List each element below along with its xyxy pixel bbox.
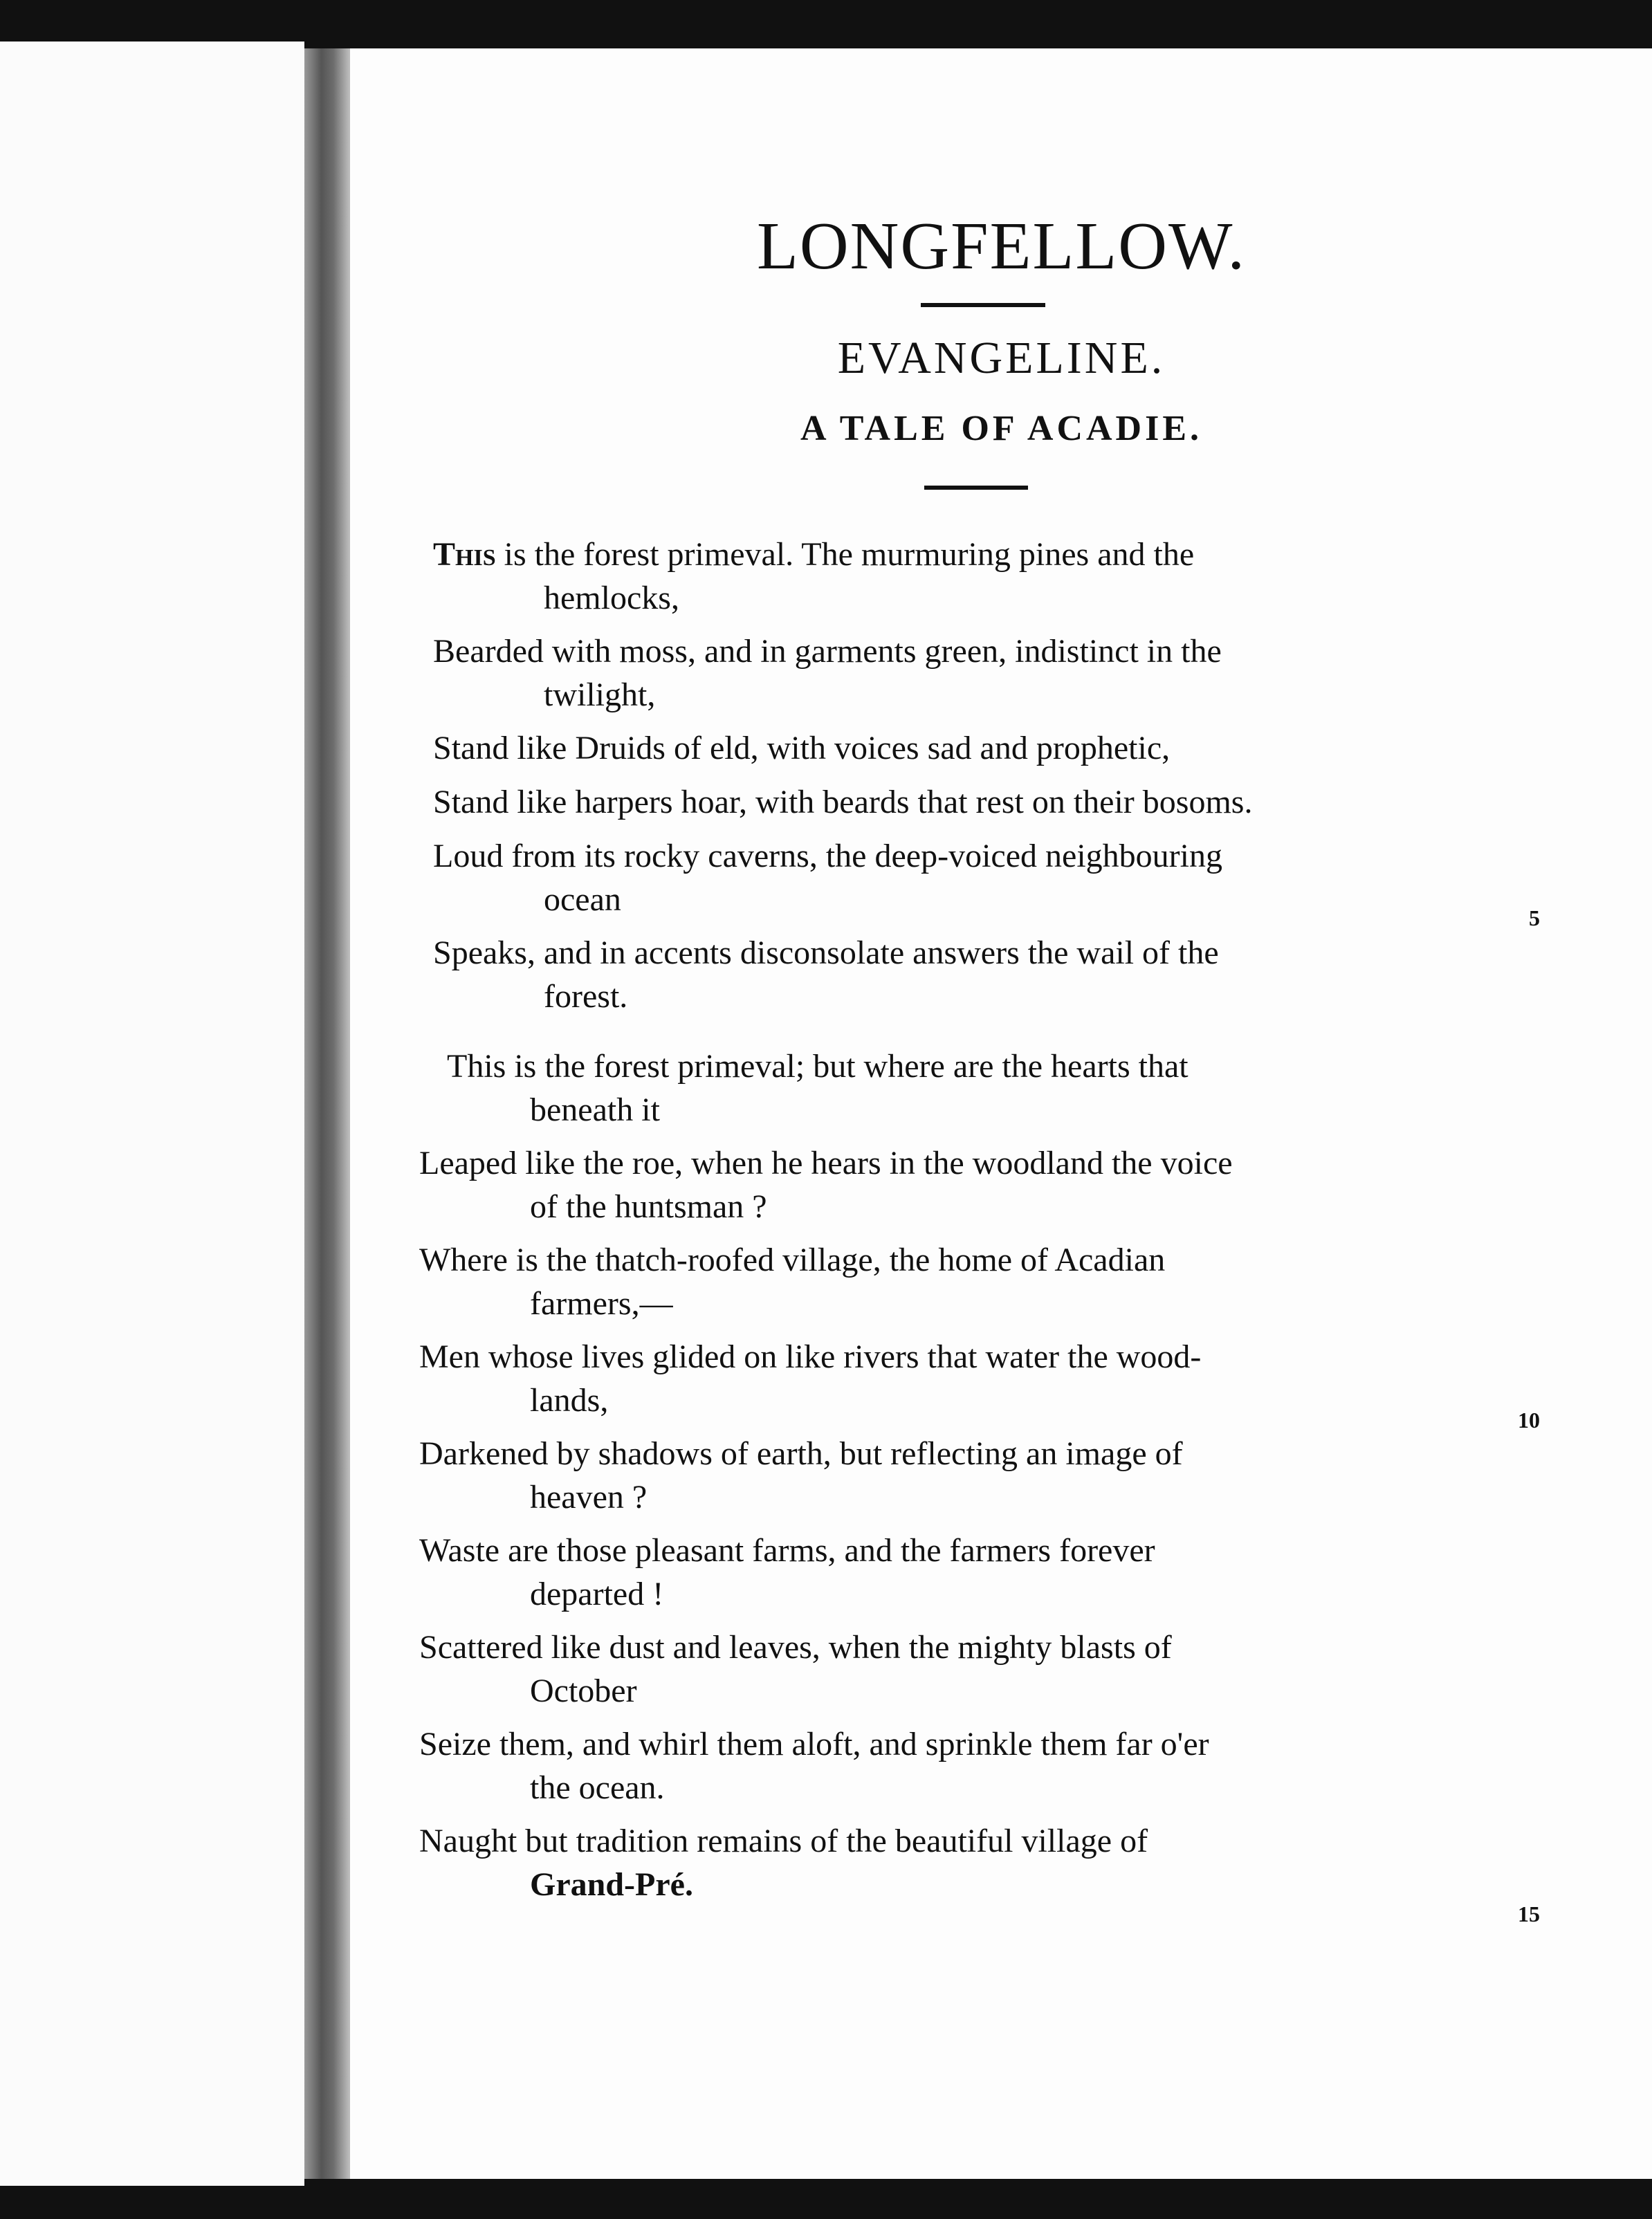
poem-subtitle: A TALE OF ACADIE. bbox=[800, 409, 1203, 448]
verse-line bbox=[433, 931, 1512, 1018]
divider-rule bbox=[924, 486, 1028, 490]
divider-rule bbox=[921, 303, 1045, 307]
verse-continuation: heaven ? bbox=[530, 1479, 648, 1516]
verse-line bbox=[433, 533, 1512, 620]
verse-line bbox=[419, 1432, 1512, 1519]
line-number: 15 bbox=[1518, 1902, 1540, 1926]
verse-continuation: Grand-Pré. bbox=[530, 1866, 693, 1903]
line-number: 5 bbox=[1529, 905, 1540, 930]
verse-line bbox=[419, 1819, 1540, 1926]
verse-text: This is the forest primeval; but where are the hearts that bbox=[447, 1048, 1188, 1085]
poem-title: EVANGELINE. bbox=[837, 333, 1166, 383]
verse-continuation: the ocean. bbox=[530, 1769, 665, 1806]
verse-continuation: beneath it bbox=[530, 1092, 660, 1128]
verse-text: Darkened by shadows of earth, but reflecting an image of bbox=[419, 1435, 1183, 1472]
verse-continuation: departed ! bbox=[530, 1576, 664, 1612]
verse-continuation: twilight, bbox=[544, 676, 656, 713]
verse-continuation: of the huntsman ? bbox=[530, 1188, 767, 1225]
verse-line bbox=[433, 726, 1512, 771]
verse-continuation: ocean bbox=[544, 881, 621, 918]
verse-line bbox=[419, 1044, 1512, 1132]
verse-text: Leaped like the roe, when he hears in the woodland the voice bbox=[419, 1145, 1233, 1181]
stanza-1 bbox=[433, 533, 1540, 1028]
drop-word: This bbox=[433, 536, 496, 573]
verse-line bbox=[419, 1141, 1512, 1228]
verse-text: Scattered like dust and leaves, when the mighty blasts of bbox=[419, 1629, 1172, 1666]
author-heading: LONGFELLOW. bbox=[756, 209, 1247, 284]
verse-text: Loud from its rocky caverns, the deep-voiced neighbouring bbox=[433, 838, 1222, 874]
book-gutter bbox=[304, 48, 353, 2179]
verse-line bbox=[433, 780, 1512, 825]
verse-text: Where is the thatch-roofed village, the home of Acadian bbox=[419, 1242, 1166, 1278]
verse-text: Stand like harpers hoar, with beards that rest on their bosoms. bbox=[433, 784, 1253, 820]
left-page bbox=[0, 42, 304, 2186]
verse-text: Bearded with moss, and in garments green, indistinct in the bbox=[433, 633, 1222, 670]
verse-text: Speaks, and in accents disconsolate answers the wail of the bbox=[433, 934, 1219, 971]
verse-line bbox=[433, 834, 1540, 930]
verse-line bbox=[419, 1626, 1512, 1713]
verse-line bbox=[433, 629, 1512, 717]
line-number: 10 bbox=[1518, 1408, 1540, 1433]
verse-text: Men whose lives glided on like rivers that water the wood- bbox=[419, 1338, 1202, 1375]
verse-continuation: forest. bbox=[544, 978, 628, 1015]
verse-line bbox=[419, 1335, 1540, 1433]
right-page bbox=[349, 48, 1652, 2179]
verse-line bbox=[419, 1529, 1512, 1616]
verse-continuation: lands, bbox=[530, 1382, 609, 1419]
verse-text: Naught but tradition remains of the beautiful village of bbox=[419, 1823, 1148, 1859]
stanza-2 bbox=[419, 1044, 1540, 1926]
verse-continuation: October bbox=[530, 1673, 637, 1709]
verse-text: Stand like Druids of eld, with voices sad and prophetic, bbox=[433, 730, 1171, 766]
verse-line bbox=[419, 1722, 1512, 1810]
verse-line bbox=[419, 1238, 1512, 1325]
verse-text: Seize them, and whirl them aloft, and sprinkle them far o'er bbox=[419, 1726, 1209, 1762]
verse-continuation: hemlocks, bbox=[544, 580, 679, 616]
verse-text: Waste are those pleasant farms, and the farmers forever bbox=[419, 1532, 1155, 1569]
verse-text: is the forest primeval. The murmuring pines and the bbox=[504, 536, 1195, 573]
verse-continuation: farmers,— bbox=[530, 1285, 673, 1322]
